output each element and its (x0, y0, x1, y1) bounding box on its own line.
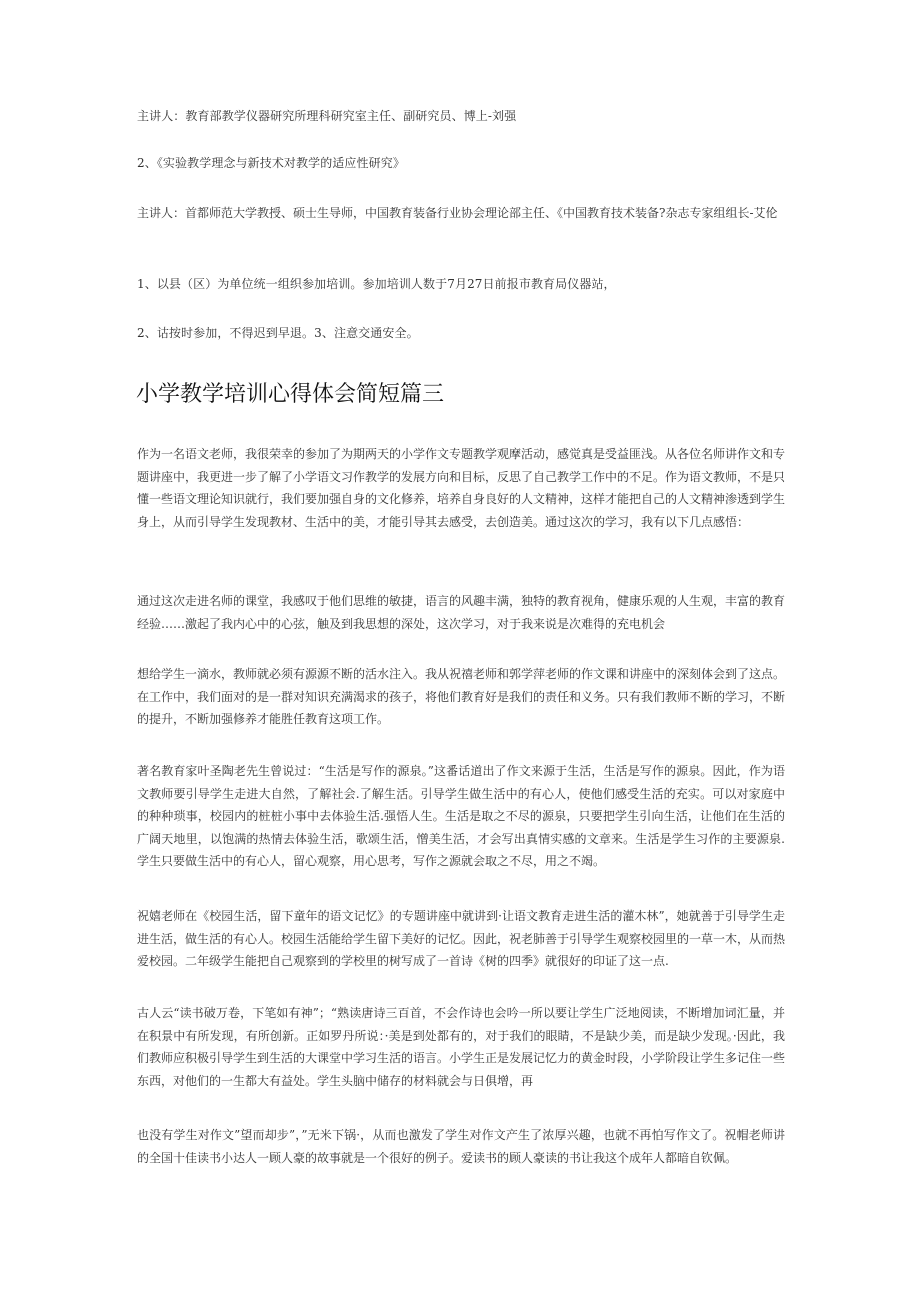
paragraph-3: 想给学生一滴水，教师就必须有源源不断的活水注入。我从祝禧老师和郭学萍老师的作文课和讲座中的深刻体会到了这点。在工作中，我们面对的是一群对知识充满渴求的孩子，将他们教育好是我们的责任和义务。只有我们教师不断的学习，不断的提升，不断加强修养才能胜任教育这项工作。 (137, 667, 786, 726)
paragraph-4: 著名教育家叶圣陶老先生曾说过：“生活是写作的源泉。”这番话道出了作文来源于生活，生活是写作的源泉。因此，作为语文教师要引导学生走进大自然，了解社会.了解生活。引导学生做生活中的有心人，使他们感受生活的充实。可以对家庭中的种种琐事，校园内的桩桩小事中去体验生活.强悟人生。生活是取之不尽的源泉，只要把学生引向生活，让他们在生活的广阔天地里，以饱满的热情去体验生活，歌颂生活，憎美生活，才会写出真情实感的文章来。生活是学生习作的主要源泉.学生只要做生活中的有心人，留心观察，用心思考，写作之源就会取之不尽，用之不竭。 (137, 764, 785, 868)
section-title: 小学教学培训心得体会简短篇三 (136, 382, 445, 407)
lecture-title-2: 2、《实验教学理念与新技术对教学的适应性研究》 (137, 156, 405, 170)
speaker-line-1: 主讲人：教育部教学仪器研究所理科研究室主任、副研究员、博上-刘强 (137, 109, 517, 123)
notice-1: 1、以县（区）为单位统一组织参加培训。参加培训人数于7月27日前报市教育局仪器站， (137, 277, 616, 291)
paragraph-6: 古人云“读书破万卷，下笔如有神”；“熟读唐诗三百首，不会作诗也会吟一所以要让学生广泛地阅读，不断增加词汇量，并在积景中有所发现，有所创新。正如罗丹所说：·美是到处都有的，对于我们的眼睛，不是缺少美，而是缺少发现。·因此，我们教师应积极引导学生到生活的大课堂中学习生活的语言。小学生正是发展记忆力的黄金时段，小学阶段让学生多记住一些东西，对他们的一生都大有益处。学生头脑中储存的材料就会与日俱增，再 (137, 1006, 786, 1088)
paragraph-7: 也没有学生对作文”望而却步”，”无米下锅·，从而也激发了学生对作文产生了浓厚兴趣，也就不再怕写作文了。祝帽老师讲的全国十佳读书小达人一顾人豪的故事就是一个很好的例子。爱读书的顾人豪读的书让我这个成年人都暗自钦佩。 (137, 1128, 785, 1165)
speaker-line-2: 主讲人：首都师范大学教授、硕士生导师，中国教育装备行业协会理论部主任、《中国教育技术装备?杂志专家组组长-艾伦 (137, 206, 778, 220)
paragraph-1: 作为一名语文老师，我很荣幸的参加了为期两天的小学作文专题教学观摩活动，感觉真是受益匪浅。从各位名师讲作文和专题讲座中，我更进一步了解了小学语文习作教学的发展方向和目标，反思了自己教学工作中的不足。作为语文教师，不是只懂一些语文理论知识就行，我们要加强自身的文化修养，培养自身良好的人文精神，这样才能把自己的人文精神渗透到学生身上，从而引导学生发现教材、生活中的美，才能引导其去感受，去创造美。通过这次的学习，我有以下几点感悟： (137, 447, 786, 529)
paragraph-2: 通过这次走进名师的课堂，我感叹于他们思维的敏捷，语言的风趣丰满，独特的教育视角，健康乐观的人生观，丰富的教育经验……激起了我内心中的心弦，触及到我思想的深处，这次学习，对于我来说是次难得的充电机会 (137, 594, 786, 631)
notice-2: 2、诂按时参加，不得迟到早退。3、注意交通安全。 (137, 326, 419, 340)
paragraph-5: 祝嬉老师在《校园生活，留下童年的语文记忆》的专题讲座中就讲到·让语文教育走进生活的灌木林”，她就善于引导学生走进生活，做生活的有心人。校园生活能给学生留下美好的记忆。因此，祝老肺善于引导学生观察校园里的一草一木，从而热爱校园。二年级学生能把自己观察到的学校里的树写成了一首诗《树的四季》就很好的印证了这一点. (137, 909, 786, 968)
